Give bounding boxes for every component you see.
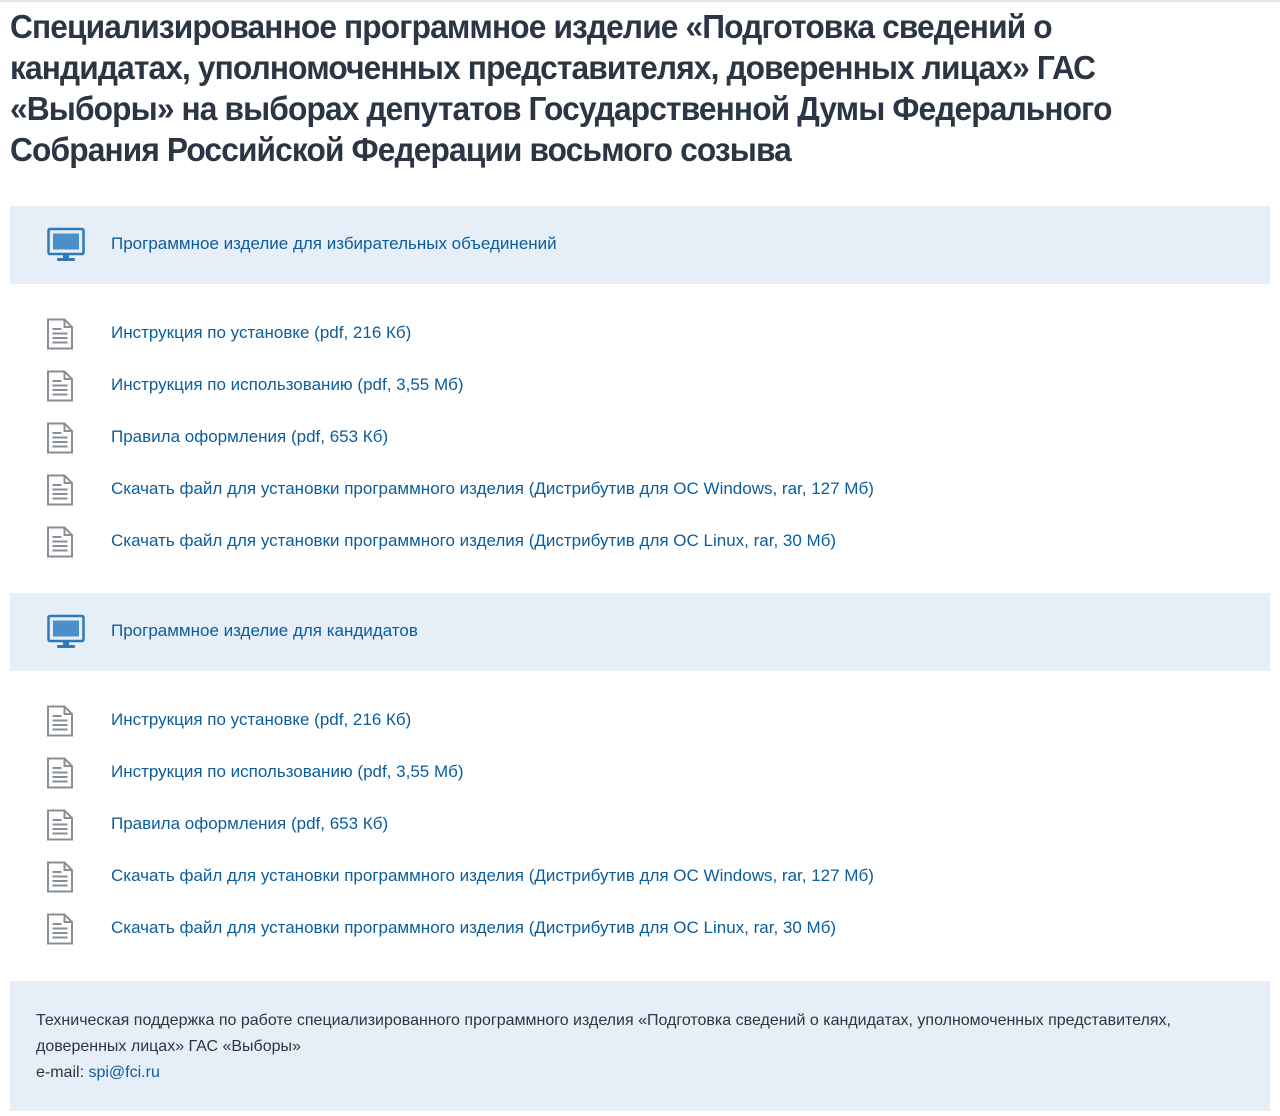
document-icon (46, 526, 74, 558)
list-item[interactable] (10, 370, 1270, 422)
file-link[interactable]: Правила оформления (pdf, 653 Кб) (111, 814, 389, 833)
list-item[interactable] (10, 809, 1270, 861)
list-item[interactable] (10, 474, 1270, 526)
list-item[interactable] (10, 757, 1270, 809)
file-link[interactable]: Правила оформления (pdf, 653 Кб) (111, 427, 389, 446)
section-header-candidates[interactable] (10, 593, 1270, 671)
file-link[interactable]: Скачать файл для установки программного изделия (Дистрибутив для ОС Windows, rar, 127 Мб) (111, 866, 874, 885)
document-icon (46, 474, 74, 506)
file-link[interactable]: Инструкция по использованию (pdf, 3,55 Мб) (111, 375, 464, 394)
email-label: e-mail: (36, 1064, 85, 1081)
document-icon (46, 809, 74, 841)
list-item[interactable] (10, 861, 1270, 913)
section-title[interactable]: Программное изделие для избирательных объединений (111, 234, 557, 253)
file-link[interactable]: Скачать файл для установки программного изделия (Дистрибутив для ОС Windows, rar, 127 Мб) (111, 479, 874, 498)
file-link[interactable]: Скачать файл для установки программного изделия (Дистрибутив для ОС Linux, rar, 30 Мб) (111, 531, 837, 550)
support-text-block (36, 1008, 1216, 1086)
list-item[interactable] (10, 705, 1270, 757)
list-item[interactable] (10, 913, 1270, 965)
monitor-icon (47, 227, 85, 263)
list-item[interactable] (10, 422, 1270, 474)
file-link[interactable]: Инструкция по установке (pdf, 216 Кб) (111, 710, 412, 729)
list-item[interactable] (10, 318, 1270, 370)
section-header-parties[interactable] (10, 206, 1270, 284)
support-text: Техническая поддержка по работе специализированного программного изделия «Подготовка сведений о кандидатах, уполномоченных представителях, доверенных лицах» ГАС «Выборы» (36, 1012, 1171, 1055)
monitor-icon (47, 614, 85, 650)
document-icon (46, 370, 74, 402)
file-link[interactable]: Скачать файл для установки программного изделия (Дистрибутив для ОС Linux, rar, 30 Мб) (111, 918, 837, 937)
file-link[interactable]: Инструкция по использованию (pdf, 3,55 Мб) (111, 762, 464, 781)
document-icon (46, 861, 74, 893)
file-list-candidates (10, 705, 1270, 965)
document-icon (46, 913, 74, 945)
file-link[interactable]: Инструкция по установке (pdf, 216 Кб) (111, 323, 412, 342)
document-icon (46, 318, 74, 350)
top-divider (0, 0, 1280, 2)
document-icon (46, 757, 74, 789)
section-title[interactable]: Программное изделие для кандидатов (111, 621, 418, 640)
document-icon (46, 422, 74, 454)
support-panel (10, 981, 1270, 1111)
file-list-parties (10, 318, 1270, 578)
document-icon (46, 705, 74, 737)
list-item[interactable] (10, 526, 1270, 578)
page-title: Специализированное программное изделие «Подготовка сведений о кандидатах, уполномоченных представителях, доверенных лицах» ГАС «Выборы» на выборах депутатов Государственной Думы Федерального Собрания Российской Федерации восьмого созыва (10, 8, 1112, 168)
support-email-link[interactable]: spi@fci.ru (88, 1064, 160, 1081)
